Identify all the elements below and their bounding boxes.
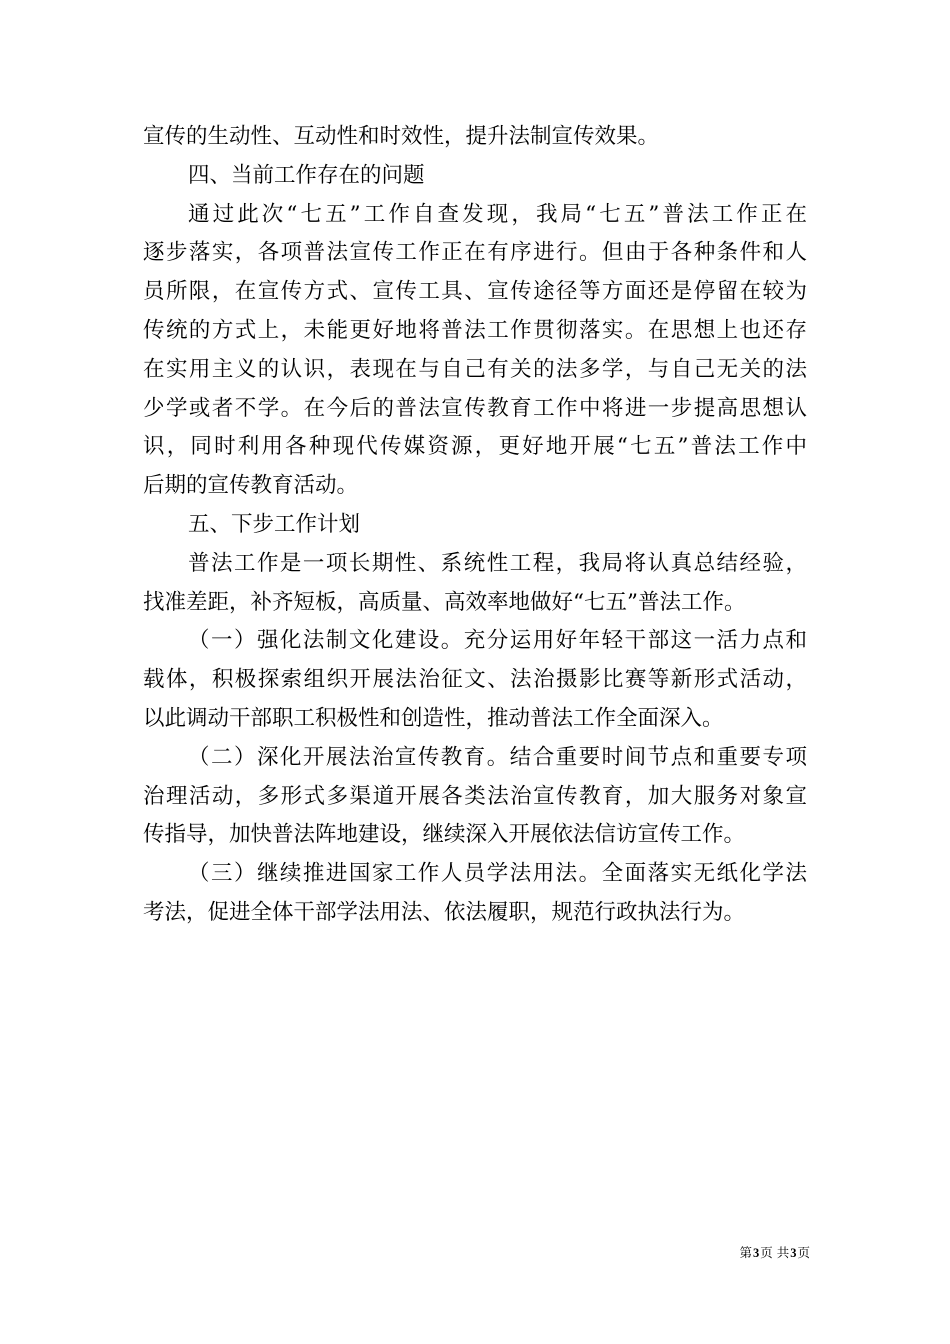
text-line: 在实用主义的认识，表现在与自己有关的法多学，与自己无关的法 (143, 356, 807, 382)
text-line: 通过此次“七五”工作自查发现，我局“七五”普法工作正在 (188, 201, 807, 227)
text-line: （一）强化法制文化建设。充分运用好年轻干部这一活力点和 (188, 628, 807, 654)
text-line: 普法工作是一项长期性、系统性工程，我局将认真总结经验， (188, 550, 807, 576)
text-line: 员所限，在宣传方式、宣传工具、宣传途径等方面还是停留在较为 (143, 279, 807, 305)
text-line: 少学或者不学。在今后的普法宣传教育工作中将进一步提高思想认 (143, 395, 807, 421)
document-body (143, 118, 807, 933)
text-line: （二）深化开展法治宣传教育。结合重要时间节点和重要专项 (188, 744, 807, 770)
text-line: 逐步落实，各项普法宣传工作正在有序进行。但由于各种条件和人 (143, 240, 807, 266)
text-line: 治理活动，多形式多渠道开展各类法治宣传教育，加大服务对象宣 (143, 783, 807, 809)
current-page-number: 3 (753, 1246, 760, 1260)
text-line: 考法，促进全体干部学法用法、依法履职，规范行政执法行为。 (143, 899, 746, 925)
text-line: 以此调动干部职工积极性和创造性，推动普法工作全面深入。 (143, 705, 724, 731)
text-line: 传统的方式上，未能更好地将普法工作贯彻落实。在思想上也还存 (143, 317, 807, 343)
text-line: 载体，积极探索组织开展法治征文、法治摄影比赛等新形式活动， (143, 667, 807, 693)
footer-middle: 页 共 (760, 1245, 790, 1260)
text-line: 识，同时利用各种现代传媒资源，更好地开展“七五”普法工作中 (143, 434, 807, 460)
text-line: （三）继续推进国家工作人员学法用法。全面落实无纸化学法 (188, 861, 807, 887)
section-heading-problems: 四、当前工作存在的问题 (188, 162, 425, 188)
text-line: 宣传的生动性、互动性和时效性，提升法制宣传效果。 (143, 124, 660, 149)
page-number-footer (706, 1245, 810, 1261)
text-line: 传指导，加快普法阵地建设，继续深入开展依法信访宣传工作。 (143, 822, 746, 848)
total-pages-number: 3 (790, 1246, 797, 1260)
footer-prefix: 第 (739, 1245, 752, 1260)
footer-suffix: 页 (797, 1245, 810, 1260)
text-line: 后期的宣传教育活动。 (143, 473, 359, 499)
section-heading-plans: 五、下步工作计划 (188, 511, 361, 537)
text-line: 找准差距，补齐短板，高质量、高效率地做好“七五”普法工作。 (143, 589, 746, 615)
